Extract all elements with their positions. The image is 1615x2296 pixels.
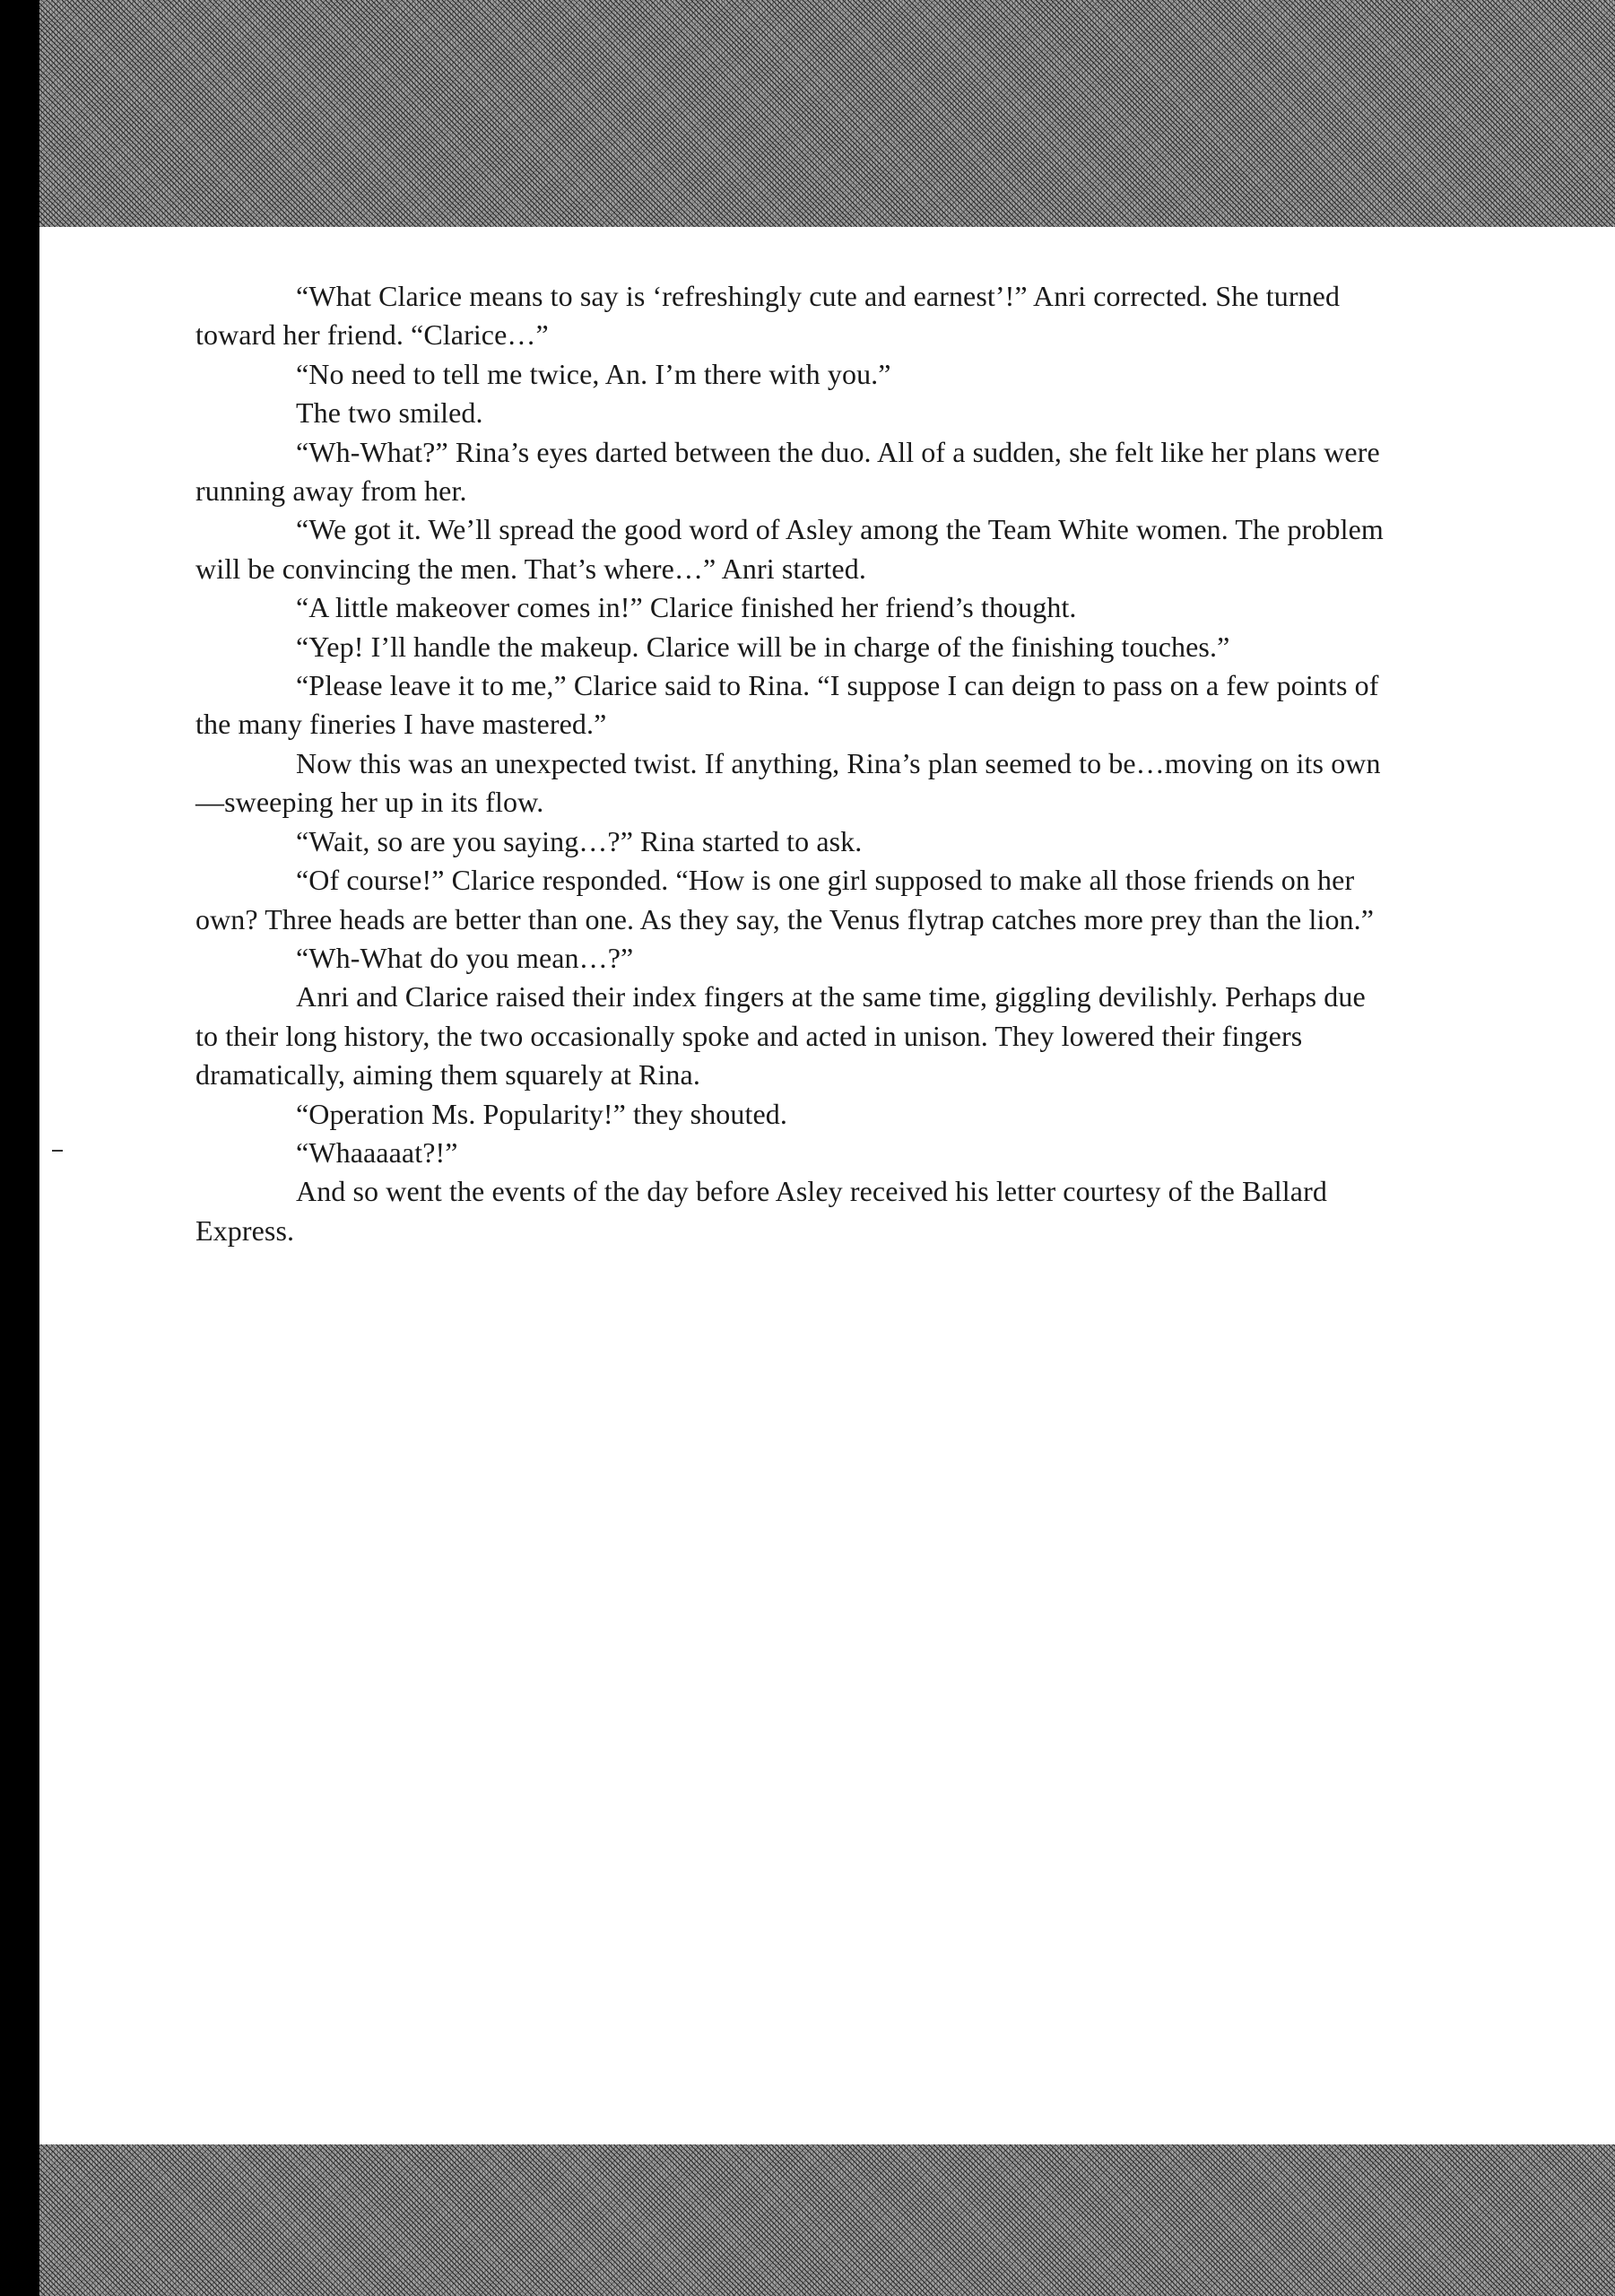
paragraph: Now this was an unexpected twist. If anything, Rina’s plan seemed to be…moving on its own—sweeping her up in its flow. (195, 746, 1381, 819)
paragraph: “A little makeover comes in!” Clarice finished her friend’s thought. (296, 591, 1077, 624)
paragraph: “Whaaaaat?!” (296, 1135, 458, 1169)
paragraph: “We got it. We’ll spread the good word of Asley among the Team White women. The problem will be convincing the men. That’s where…” Anri started. (195, 513, 1384, 585)
paragraph: “Operation Ms. Popularity!” they shouted. (296, 1097, 787, 1130)
paragraph: And so went the events of the day before Asley received his letter courtesy of the Ballard Express. (195, 1175, 1327, 1247)
paragraph: Anri and Clarice raised their index fingers at the same time, giggling devilishly. Perhaps due to their long history, the two occasionally spoke and acted in unison. They lowered their fingers dramatically, aiming them squarely at Rina. (195, 980, 1366, 1091)
top-screentone-band (39, 0, 1615, 227)
bottom-screentone-band (39, 2144, 1615, 2296)
margin-mark (52, 1150, 63, 1152)
paragraph: “Please leave it to me,” Clarice said to Rina. “I suppose I can deign to pass on a few points of the many fineries I have mastered.” (195, 669, 1379, 741)
paragraph: “Of course!” Clarice responded. “How is one girl supposed to make all those friends on her own? Three heads are better than one. As they say, the Venus flytrap catches more prey than the lion.” (195, 864, 1375, 935)
paragraph: “Yep! I’ll handle the makeup. Clarice will be in charge of the finishing touches.” (296, 630, 1230, 663)
paragraph: The two smiled. (296, 396, 483, 430)
paragraph: “No need to tell me twice, An. I’m there with you.” (296, 357, 891, 390)
paragraph: “Wh-What?” Rina’s eyes darted between the duo. All of a sudden, she felt like her plans were running away from her. (195, 435, 1380, 508)
left-black-bar (0, 0, 39, 2296)
paragraph: “Wh-What do you mean…?” (296, 941, 634, 974)
paragraph: “Wait, so are you saying…?” Rina started to ask. (296, 824, 863, 857)
body-text (195, 277, 1384, 1250)
paragraph: “What Clarice means to say is ‘refreshingly cute and earnest’!” Anri corrected. She turned toward her friend. “Clarice…” (195, 280, 1341, 352)
